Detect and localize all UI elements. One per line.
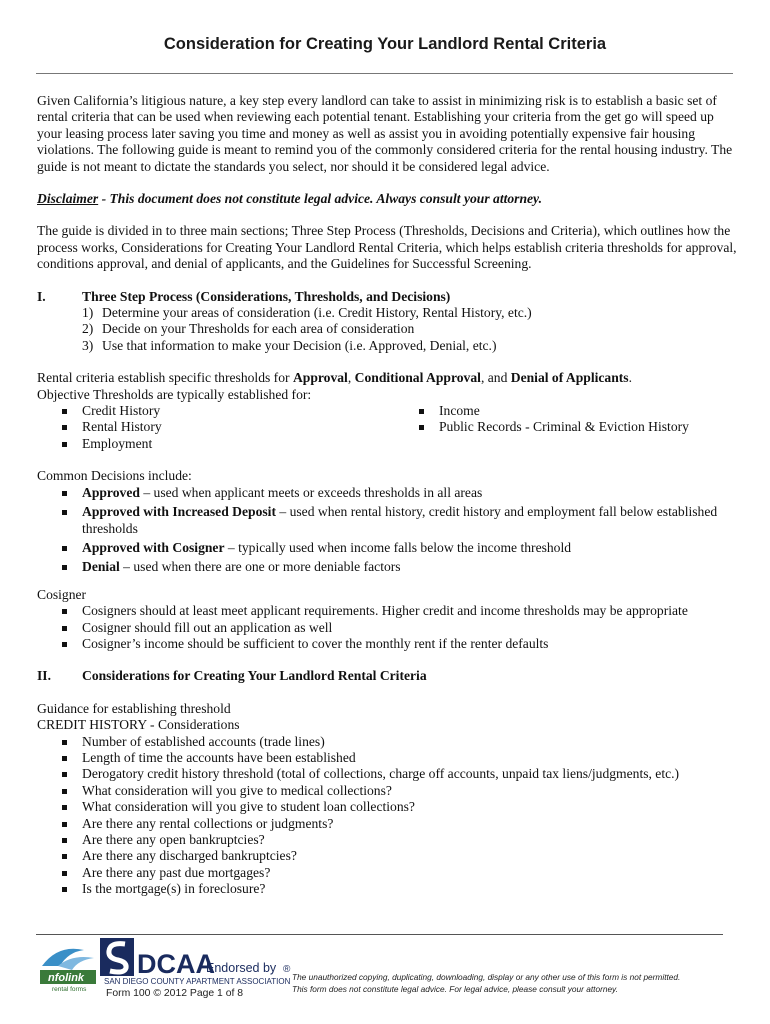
decisions-intro: Common Decisions include: bbox=[37, 468, 192, 484]
list-item: Cosigner’s income should be sufficient to cover the monthly rent if the renter defaults bbox=[37, 636, 737, 652]
sdcaa-logo-text: DCAA bbox=[137, 949, 215, 979]
copyright-notice bbox=[292, 971, 732, 995]
list-item: Cosigners should at least meet applicant requirements. Higher credit and income thresholds may be appropriate bbox=[37, 603, 737, 619]
document-title: Consideration for Creating Your Landlord Rental Criteria bbox=[163, 35, 607, 53]
list-item: Cosigner should fill out an application as well bbox=[37, 620, 737, 636]
list-item: Derogatory credit history threshold (total of collections, charge off accounts, unpaid tax liens/judgments, etc.) bbox=[37, 766, 737, 782]
title-divider bbox=[36, 73, 733, 74]
notice-line: This form does not constitute legal advice. For legal advice, please consult your attorney. bbox=[292, 984, 618, 994]
section-2-number: II. bbox=[37, 668, 51, 684]
list-item: Employment bbox=[37, 436, 394, 452]
list-item: Income bbox=[394, 403, 737, 419]
document-body bbox=[37, 93, 737, 898]
objective-thresholds-list bbox=[37, 403, 737, 452]
step-item: 3) Use that information to make your Decision (i.e. Approved, Denial, etc.) bbox=[82, 337, 497, 353]
form-page-number: Form 100 © 2012 Page 1 of 8 bbox=[106, 988, 244, 999]
list-item: Credit History bbox=[37, 403, 394, 419]
objective-thresholds-intro: Objective Thresholds are typically established for: bbox=[37, 386, 312, 402]
list-item: Are there any past due mortgages? bbox=[37, 865, 737, 881]
credit-history-heading: CREDIT HISTORY - Considerations bbox=[37, 717, 240, 733]
list-item: Approved with Increased Deposit – used when rental history, credit history and employment fall below established thresholds bbox=[37, 504, 737, 537]
section-2-title: Considerations for Creating Your Landlord Rental Criteria bbox=[82, 668, 427, 684]
list-item: What consideration will you give to medical collections? bbox=[37, 783, 737, 799]
endorsed-by-text: Endorsed by bbox=[206, 961, 277, 975]
overview-paragraph: The guide is divided in to three main sections; Three Step Process (Thresholds, Decisions and Criteria), which outlines how the process works, Considerations for Creating Your Landlord Rental Criteria, which helps establish criteria thresholds for approval, conditions approval, and denial of applicants, and the Guidelines for Successful Screening. bbox=[37, 223, 737, 272]
section-2-heading bbox=[37, 668, 737, 684]
list-item: Are there any discharged bankruptcies? bbox=[37, 848, 737, 864]
credit-history-list bbox=[37, 734, 737, 898]
infolink-logo-text: nfolink bbox=[48, 972, 85, 984]
cosigner-heading: Cosigner bbox=[37, 586, 87, 602]
section-1-heading bbox=[37, 289, 737, 305]
list-item: Length of time the accounts have been established bbox=[37, 750, 737, 766]
list-item: Approved – used when applicant meets or exceeds thresholds in all areas bbox=[37, 485, 737, 501]
list-item: Number of established accounts (trade lines) bbox=[37, 734, 737, 750]
step-item: 1) Determine your areas of consideration (i.e. Credit History, Rental History, etc.) bbox=[82, 305, 532, 321]
notice-line: The unauthorized copying, duplicating, downloading, display or any other use of this form is not permitted. bbox=[292, 972, 681, 982]
list-item: What consideration will you give to student loan collections? bbox=[37, 799, 737, 815]
intro-paragraph: Given California’s litigious nature, a key step every landlord can take to assist in minimizing risk is to establish a basic set of rental criteria that can be used when reviewing each potential tenant. Establishing your criteria from the get go will speed up your leasing process later saving you time and money as well as assist you in avoiding potentially expensive fair housing violations. The following guide is meant to remind you of the commonly considered criteria for the rental housing industry. The guide is not meant to dictate the standards you select, nor should it be considered legal advice. bbox=[37, 93, 733, 174]
disclaimer-text: - This document does not constitute legal advice. Always consult your attorney. bbox=[98, 191, 542, 207]
rental-criteria-sentence: Rental criteria establish specific thresholds for Approval, Conditional Approval, and Denial of Applicants. bbox=[37, 370, 633, 386]
disclaimer-label: Disclaimer bbox=[37, 191, 99, 207]
list-item: Approved with Cosigner – typically used when income falls below the income threshold bbox=[37, 540, 737, 556]
infolink-logo bbox=[38, 940, 98, 992]
three-step-list bbox=[37, 305, 737, 354]
list-item: Public Records - Criminal & Eviction History bbox=[394, 419, 737, 435]
infolink-logo-subtext: rental forms bbox=[52, 986, 87, 992]
list-item: Is the mortgage(s) in foreclosure? bbox=[37, 881, 737, 897]
footer-divider bbox=[36, 934, 723, 935]
guidance-heading: Guidance for establishing threshold bbox=[37, 700, 231, 716]
decisions-list bbox=[37, 485, 737, 576]
list-item: Are there any open bankruptcies? bbox=[37, 832, 737, 848]
registered-mark: ® bbox=[283, 964, 291, 975]
list-item: Rental History bbox=[37, 419, 394, 435]
cosigner-list bbox=[37, 603, 737, 652]
association-name: SAN DIEGO COUNTY APARTMENT ASSOCIATION bbox=[104, 977, 291, 986]
section-1-number: I. bbox=[37, 288, 46, 304]
disclaimer bbox=[37, 191, 737, 207]
list-item: Denial – used when there are one or more deniable factors bbox=[37, 559, 737, 575]
section-1-title: Three Step Process (Considerations, Thresholds, and Decisions) bbox=[82, 288, 451, 304]
step-item: 2) Decide on your Thresholds for each area of consideration bbox=[82, 321, 415, 337]
list-item: Are there any rental collections or judgments? bbox=[37, 816, 737, 832]
